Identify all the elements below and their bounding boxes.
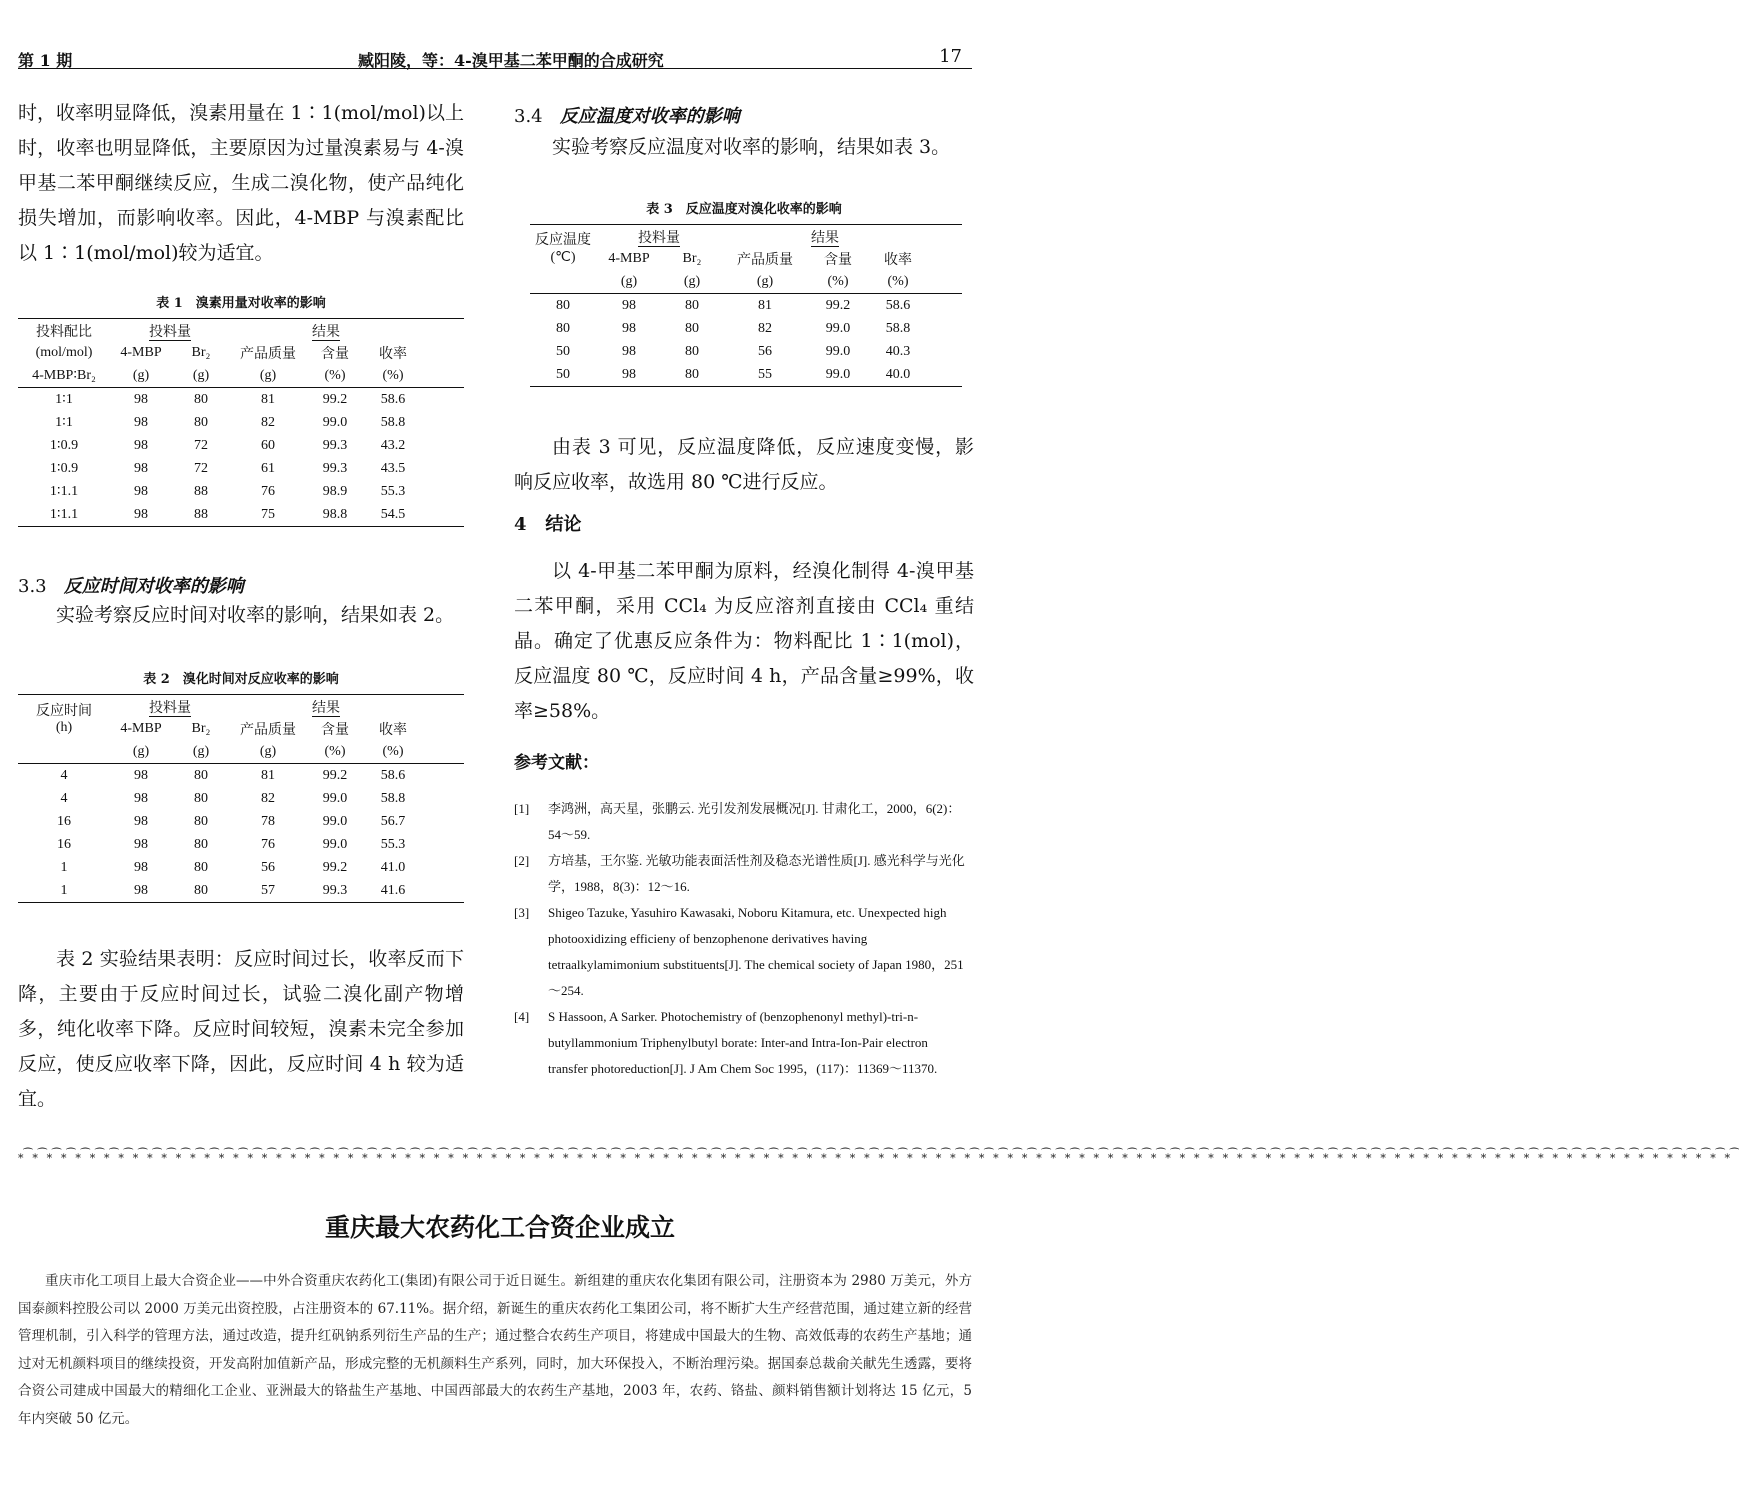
references-list — [514, 796, 974, 1082]
t2-cell: 99.2 — [322, 767, 348, 783]
reference-text: 方培基，王尔鉴. 光敏功能表面活性剂及稳态光谱性质[J]. 感光科学与光化学，1988，8(3)：12～16. — [548, 853, 965, 894]
t3-cell: 99.0 — [808, 363, 868, 387]
t1-cell: 1∶1.1 — [18, 503, 110, 527]
t2-cell: 98 — [134, 813, 148, 829]
t3-u-content: (%) — [808, 270, 868, 294]
t3-pad — [928, 340, 962, 363]
t1-u-yield: (%) — [364, 364, 422, 388]
t2-row — [18, 764, 464, 788]
section-3-3-title: 反应时间对收率的影响 — [63, 576, 244, 597]
t1-h-mbp: 4-MBP — [120, 345, 162, 360]
t2-h-mbp: 4-MBP — [120, 721, 162, 736]
t2-cell: 98 — [110, 879, 172, 903]
page-number: 17 — [939, 46, 962, 67]
t2-cell: 41.0 — [380, 859, 406, 875]
t2-row — [18, 810, 464, 833]
t3-row — [530, 340, 962, 363]
t3-cell: 99.0 — [825, 343, 851, 359]
t2-cell: 58.8 — [380, 790, 406, 806]
t1-pad — [422, 503, 464, 527]
t3-pad — [928, 363, 962, 387]
t3-col-temp-unit: (℃) — [550, 250, 576, 265]
t3-pad — [928, 294, 962, 318]
news-title: 重庆最大农药化工合资企业成立 — [324, 1213, 675, 1242]
t3-row — [530, 317, 962, 340]
t1-h-br: Br₂ — [191, 345, 211, 360]
t3-cell: 80 — [556, 297, 570, 313]
t2-cell: 58.6 — [380, 767, 406, 783]
t2-u-yield: (%) — [364, 740, 422, 764]
reference-number: [4] — [514, 1009, 530, 1024]
t2-cell: 41.6 — [364, 879, 422, 903]
t1-row — [18, 480, 464, 503]
conclusion-paragraph: 以 4-甲基二苯甲酮为原料，经溴化制得 4-溴甲基二苯甲酮，采用 CCl₄ 为反应溶剂直接由 CCl₄ 重结晶。确定了优惠反应条件为：物料配比 1∶1(mol)，反应温度 80 ℃，反应时间 4 h，产品含量≥99%，收率≥58%。 — [514, 560, 974, 722]
t3-h-br: Br₂ — [682, 251, 702, 266]
t2-col-time-unit: (h) — [55, 719, 73, 735]
t2-cell: 99.2 — [322, 859, 348, 875]
t3-row — [530, 363, 962, 387]
reference-number: [1] — [514, 801, 530, 816]
t1-cell: 80 — [194, 391, 208, 407]
t1-cell: 1∶0.9 — [49, 438, 79, 453]
t2-cell: 1 — [60, 859, 68, 875]
t2-cell: 16 — [57, 813, 71, 829]
t3-u-br: (g) — [662, 270, 722, 294]
t3-col-temp: 反应温度 — [535, 233, 591, 248]
t1-h-content: 含量 — [321, 347, 349, 362]
t1-cell: 99.0 — [322, 414, 348, 430]
t2-col-time: 反应时间 — [36, 703, 92, 719]
reference-item — [514, 796, 974, 848]
section-4-heading — [514, 510, 581, 536]
t1-cell: 98 — [134, 414, 148, 430]
t3-group-result: 结果 — [811, 230, 839, 246]
t1-cell: 80 — [194, 414, 208, 430]
section-3-4-text: 实验考察反应温度对收率的影响，结果如表 3。 — [552, 136, 951, 158]
t1-row — [18, 434, 464, 457]
t1-cell: 43.5 — [380, 460, 406, 476]
t2-cell: 80 — [172, 879, 230, 903]
t2-cell: 56.7 — [380, 813, 406, 829]
t2-cell: 80 — [194, 859, 208, 875]
t1-h-mass: 产品质量 — [240, 347, 296, 362]
t1-cell: 98 — [110, 503, 172, 527]
t2-cell: 55.3 — [380, 836, 406, 852]
t3-cell: 80 — [685, 320, 699, 336]
t2-cell: 76 — [261, 836, 275, 852]
reference-number: [2] — [514, 853, 530, 868]
t1-col-ratio: 投料配比 — [18, 319, 110, 343]
t1-cell: 99.2 — [322, 391, 348, 407]
t2-cell: 78 — [261, 813, 275, 829]
t1-h-yield: 收率 — [379, 347, 407, 362]
t3-h-mass: 产品质量 — [737, 253, 793, 268]
table1-body — [18, 388, 464, 527]
t3-cell: 58.6 — [885, 297, 911, 313]
section-3-3-text: 实验考察反应时间对收率的影响，结果如表 2。 — [56, 604, 455, 626]
table3-discussion: 由表 3 可见，反应温度降低，反应速度变慢，影响反应收率，故选用 80 ℃进行反应。 — [514, 436, 974, 493]
t1-cell: 60 — [261, 437, 275, 453]
table2-caption: 表 2 溴化时间对反应收率的影响 — [143, 672, 339, 687]
t3-h-content: 含量 — [824, 253, 852, 268]
table3 — [530, 224, 962, 387]
t1-pad — [422, 388, 464, 412]
t2-cell: 99.3 — [306, 879, 364, 903]
t1-col-ratio-def: 4-MBP∶Br₂ — [18, 364, 110, 388]
page-header — [18, 38, 972, 69]
t2-cell: 56 — [261, 859, 275, 875]
t3-h-mbp: 4-MBP — [608, 251, 650, 266]
t1-u-mass: (g) — [230, 364, 306, 388]
t1-cell: 81 — [261, 391, 275, 407]
t2-row — [18, 856, 464, 879]
t3-cell: 56 — [758, 343, 772, 359]
table2-body — [18, 764, 464, 903]
section-3-4-number: 3.4 — [514, 106, 543, 127]
t2-cell: 4 — [60, 790, 68, 806]
t3-cell: 40.0 — [868, 363, 928, 387]
t2-cell: 80 — [194, 790, 208, 806]
t1-cell: 76 — [261, 483, 275, 499]
t2-pad — [422, 787, 464, 810]
reference-text: Shigeo Tazuke, Yasuhiro Kawasaki, Noboru Kitamura, etc. Unexpected high photooxidizing efficieny of benzophenone derivatives having tetraalkylamimonium substituents[J]. The chemical society of Japan 1980，251～254. — [548, 905, 964, 998]
t3-cell: 81 — [758, 297, 772, 313]
t3-cell: 80 — [662, 363, 722, 387]
t3-cell: 99.0 — [825, 320, 851, 336]
t2-cell: 99.0 — [322, 813, 348, 829]
news-body: 重庆市化工项目上最大合资企业——中外合资重庆农药化工(集团)有限公司于近日诞生。新组建的重庆农化集团有限公司，注册资本为 2980 万美元，外方国泰颜料控股公司以 2000 万美元出资控股，占注册资本的 67.11%。据介绍，新诞生的重庆农药化工集团公司，将不断扩大生产经营范围，通过建立新的经营管理机制，引入科学的管理方法，通过改造，提升红矾钠系列衍生产品的生产；通过整合农药生产项目，将建成中国最大的生物、高效低毒的农药生产基地；通过对无机颜料项目的继续投资，开发高附加值新产品，形成完整的无机颜料生产系列，同时，加大环保投入，不断治理污染。据国泰总裁俞关献先生透露，要将合资公司建成中国最大的精细化工企业、亚洲最大的铬盐生产基地、中国西部最大的农药生产基地，2003 年，农药、铬盐、颜料销售额计划将达 15 亿元，5 年内突破 50 亿元。 — [18, 1273, 972, 1427]
t1-cell: 98 — [134, 483, 148, 499]
t1-cell: 58.6 — [380, 391, 406, 407]
t3-pad — [928, 317, 962, 340]
t1-cell: 1∶1 — [55, 392, 73, 407]
t3-cell: 55 — [722, 363, 808, 387]
table1-caption: 表 1 溴素用量对收率的影响 — [156, 296, 326, 311]
reference-number: [3] — [514, 905, 530, 920]
table1 — [18, 318, 464, 527]
t1-group-feed: 投料量 — [149, 324, 191, 340]
t3-u-yield: (%) — [868, 270, 928, 294]
t3-row — [530, 294, 962, 318]
t1-row — [18, 457, 464, 480]
t3-cell: 99.2 — [825, 297, 851, 313]
section-3-3-number: 3.3 — [18, 576, 47, 597]
t2-row — [18, 833, 464, 856]
t2-cell: 81 — [261, 767, 275, 783]
t3-cell: 50 — [530, 363, 596, 387]
reference-text: S Hassoon, A Sarker. Photochemistry of (benzophenonyl methyl)-tri-n-butyllammonium Triphenylbutyl borate: Inter-and Intra-Ion-Pair electron transfer photoreduction[J]. J Am Chem Soc 1995，(117)：11369～11370. — [548, 1009, 938, 1076]
t1-pad — [422, 480, 464, 503]
t1-cell: 55.3 — [380, 483, 406, 499]
t2-u-mbp: (g) — [110, 740, 172, 764]
table2-discussion: 表 2 实验结果表明：反应时间过长，收率反而下降，主要由于反应时间过长，试验二溴化副产物增多，纯化收率下降。反应时间较短，溴素未完全参加反应，使反应收率下降，因此，反应时间 4 h 较为适宜。 — [18, 948, 464, 1110]
t1-col-ratio-unit: (mol/mol) — [35, 345, 93, 360]
t3-cell: 80 — [556, 320, 570, 336]
t2-cell: 98 — [134, 836, 148, 852]
running-title: 臧阳陵，等：4-溴甲基二苯甲酮的合成研究 — [358, 51, 664, 70]
t3-cell: 98 — [622, 320, 636, 336]
t1-cell: 98.8 — [306, 503, 364, 527]
t2-group-feed: 投料量 — [149, 700, 191, 716]
t1-cell: 99.3 — [322, 437, 348, 453]
section-4-title: 结论 — [545, 514, 582, 535]
t1-cell: 43.2 — [380, 437, 406, 453]
table3-body — [530, 294, 962, 387]
t2-cell: 16 — [57, 836, 71, 852]
t1-cell: 98 — [134, 391, 148, 407]
t1-cell: 88 — [194, 483, 208, 499]
section-3-4-heading — [514, 102, 974, 128]
t3-cell: 98 — [622, 343, 636, 359]
t3-cell: 82 — [758, 320, 772, 336]
t1-cell: 72 — [194, 437, 208, 453]
ornamental-divider — [18, 1148, 1739, 1161]
t3-cell: 50 — [556, 343, 570, 359]
t2-cell: 80 — [194, 836, 208, 852]
section-3-4-title: 反应温度对收率的影响 — [559, 106, 740, 127]
t2-u-content: (%) — [306, 740, 364, 764]
t2-cell: 98 — [134, 859, 148, 875]
reference-item — [514, 848, 974, 900]
t2-cell: 82 — [261, 790, 275, 806]
t1-pad — [422, 457, 464, 480]
t2-cell: 99.0 — [322, 790, 348, 806]
t3-cell: 80 — [685, 343, 699, 359]
t3-u-mbp: (g) — [596, 270, 662, 294]
t1-pad — [422, 434, 464, 457]
t1-cell: 98.9 — [322, 483, 348, 499]
t1-u-content: (%) — [306, 364, 364, 388]
t2-cell: 57 — [230, 879, 306, 903]
t1-row — [18, 388, 464, 412]
t1-pad — [422, 411, 464, 434]
t1-cell: 61 — [261, 460, 275, 476]
t1-cell: 54.5 — [364, 503, 422, 527]
t1-cell: 88 — [172, 503, 230, 527]
t2-cell: 1 — [18, 879, 110, 903]
t2-cell: 98 — [134, 767, 148, 783]
t2-pad — [422, 810, 464, 833]
t3-h-yield: 收率 — [884, 253, 912, 268]
table3-caption: 表 3 反应温度对溴化收率的影响 — [646, 202, 842, 217]
t2-h-mass: 产品质量 — [240, 723, 296, 738]
t1-cell: 75 — [230, 503, 306, 527]
t1-row — [18, 503, 464, 527]
reference-item — [514, 1004, 974, 1082]
t1-cell: 1∶1.1 — [49, 484, 79, 499]
t2-u-br: (g) — [172, 740, 230, 764]
t2-row — [18, 879, 464, 903]
t1-cell: 1∶0.9 — [49, 461, 79, 476]
t1-cell: 1∶1 — [55, 415, 73, 430]
table2 — [18, 694, 464, 903]
t1-u-br: (g) — [172, 364, 230, 388]
t1-u-mbp: (g) — [110, 364, 172, 388]
t2-h-content: 含量 — [321, 723, 349, 738]
t1-cell: 98 — [134, 460, 148, 476]
reference-text: 李鸿洲，高天星，张鹏云. 光引发剂发展概况[J]. 甘肃化工，2000，6(2)：54～59. — [548, 801, 961, 842]
t2-pad — [422, 764, 464, 788]
t1-cell: 58.8 — [380, 414, 406, 430]
t2-cell: 4 — [60, 767, 68, 783]
t2-h-br: Br₂ — [191, 721, 211, 736]
t3-cell: 40.3 — [885, 343, 911, 359]
t2-cell: 98 — [134, 790, 148, 806]
t2-group-result: 结果 — [312, 700, 340, 716]
section-3-3-heading — [18, 572, 464, 598]
t3-cell: 98 — [596, 363, 662, 387]
divider-pattern: ⁎⁀⁎⁀⁎⁀⁎⁀⁎⁀⁎⁀⁎⁀⁎⁀⁎⁀⁎⁀⁎⁀⁎⁀⁎⁀⁎⁀⁎⁀⁎⁀⁎⁀⁎⁀⁎⁀⁎⁀⁎⁀⁎⁀⁎⁀⁎⁀⁎⁀⁎⁀⁎⁀⁎⁀⁎⁀⁎⁀⁎⁀⁎⁀⁎⁀⁎⁀⁎⁀⁎⁀⁎⁀⁎⁀⁎⁀⁎⁀⁎⁀⁎⁀⁎⁀⁎⁀⁎⁀⁎⁀⁎⁀⁎⁀⁎⁀⁎⁀⁎⁀⁎⁀⁎⁀⁎⁀⁎⁀⁎⁀⁎⁀⁎⁀⁎⁀⁎⁀⁎⁀⁎⁀⁎⁀⁎⁀⁎⁀⁎⁀⁎⁀⁎⁀⁎⁀⁎⁀⁎⁀⁎⁀⁎⁀⁎⁀⁎⁀⁎⁀⁎⁀⁎⁀⁎⁀⁎⁀⁎⁀⁎⁀⁎⁀⁎⁀⁎⁀⁎⁀⁎⁀⁎⁀⁎⁀⁎⁀⁎⁀⁎⁀⁎⁀⁎⁀⁎⁀⁎⁀⁎⁀⁎⁀⁎⁀⁎⁀⁎⁀⁎⁀⁎⁀⁎⁀⁎⁀⁎⁀⁎⁀⁎⁀⁎⁀⁎⁀⁎⁀⁎⁀⁎⁀⁎⁀⁎⁀⁎⁀⁎⁀⁎⁀⁎⁀⁎⁀ — [18, 1148, 1739, 1161]
t3-cell: 98 — [622, 297, 636, 313]
t2-row — [18, 787, 464, 810]
intro-paragraph: 时，收率明显降低，溴素用量在 1∶1(mol/mol)以上时，收率也明显降低，主要原因为过量溴素易与 4-溴甲基二苯甲酮继续反应，生成二溴化物，使产品纯化损失增加，而影响收率。因此，4-MBP 与溴素配比以 1∶1(mol/mol)较为适宜。 — [18, 102, 464, 264]
t3-cell: 58.8 — [885, 320, 911, 336]
t1-cell: 99.3 — [322, 460, 348, 476]
t2-cell: 80 — [194, 813, 208, 829]
t1-cell: 72 — [194, 460, 208, 476]
t2-h-yield: 收率 — [379, 723, 407, 738]
reference-item — [514, 900, 974, 1004]
t3-group-feed: 投料量 — [638, 230, 680, 246]
t3-u-mass: (g) — [722, 270, 808, 294]
t1-group-result: 结果 — [312, 324, 340, 340]
references-title: 参考文献： — [514, 753, 599, 773]
t2-u-mass: (g) — [230, 740, 306, 764]
t2-cell: 99.0 — [322, 836, 348, 852]
t1-cell: 98 — [134, 437, 148, 453]
t1-row — [18, 411, 464, 434]
t2-pad — [422, 833, 464, 856]
t2-pad — [422, 879, 464, 903]
t2-cell: 80 — [194, 767, 208, 783]
t3-cell: 80 — [685, 297, 699, 313]
t2-pad — [422, 856, 464, 879]
issue-label: 第 1 期 — [18, 51, 73, 70]
section-4-number: 4 — [514, 514, 527, 535]
t1-cell: 82 — [261, 414, 275, 430]
